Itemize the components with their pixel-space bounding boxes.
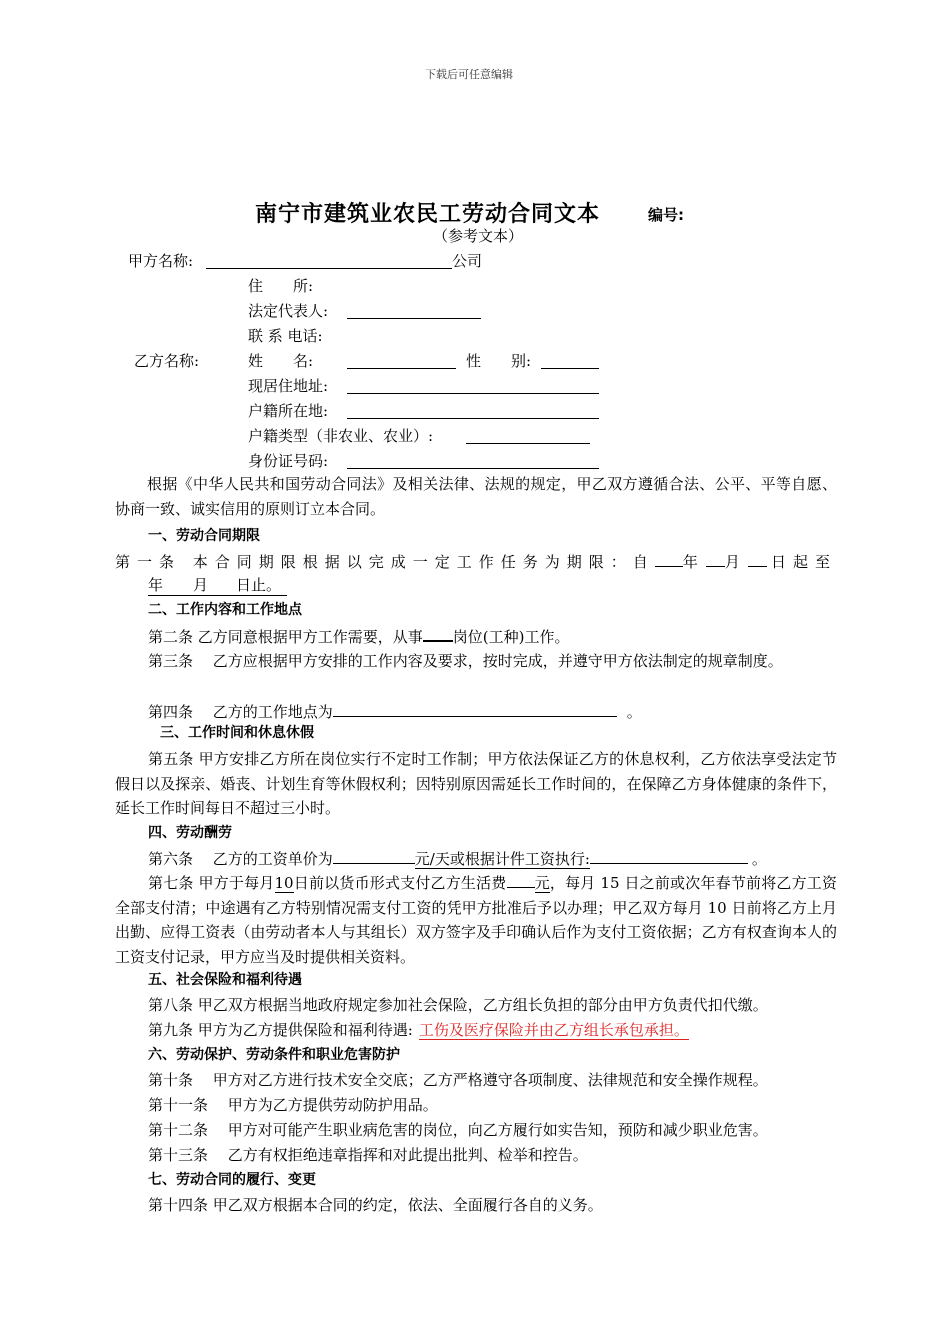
start-month-blank[interactable] <box>706 550 725 567</box>
party-a-phone-label: 联 系 电话: <box>248 327 323 345</box>
start-day-blank[interactable] <box>748 550 767 567</box>
hukou-location-label: 户籍所在地: <box>248 402 329 420</box>
article-7 <box>115 871 837 969</box>
article-8: 第八条 甲乙双方根据当地政府规定参加社会保险，乙方组长负担的部分由甲方负责代扣代缴。 <box>148 996 768 1014</box>
article-14: 第十四条 甲乙双方根据本合同的约定，依法、全面履行各自的义务。 <box>148 1196 603 1214</box>
end-day-label: 日止。 <box>236 576 282 594</box>
section-1-heading: 一、劳动合同期限 <box>148 528 260 544</box>
article-5: 第五条 甲方安排乙方所在岗位实行不定时工作制；甲方依法保证乙方的休息权利，乙方依法享受法定节假日以及探亲、婚丧、计划生育等休假权利；因特别原因需延长工作时间的，在保障乙方身体健康的条件下，延长工作时间每日不超过三小时。 <box>115 750 837 817</box>
article-7-text: 第七条 甲方于每月 <box>148 874 275 892</box>
party-a-legal-rep-label: 法定代表人: <box>248 302 329 320</box>
post-blank[interactable] <box>423 624 453 642</box>
party-a-name-blank[interactable] <box>206 252 452 269</box>
article-7-rest: ，每月 15 日之前或次年春节前将乙方工资全部支付清；中途遇有乙方特别情况需支付工资的凭甲方批准后予以办理；甲乙双方每月 10 日前将乙方上月出勤、应得工资表（由劳动者本人与其组长）双方签字及手印确认后作为支付工资依据；乙方有权查询本人的工资支付记录，甲方应当及时提供相关资料。 <box>115 874 837 966</box>
party-b-name-label: 姓 名: <box>248 352 314 370</box>
section-7-heading: 七、劳动合同的履行、变更 <box>148 1172 316 1188</box>
section-3-heading: 三、工作时间和休息休假 <box>160 725 314 741</box>
page-title: 南宁市建筑业农民工劳动合同文本 <box>255 202 601 227</box>
article-6-mid: 元/天或根据计件工资执行: <box>414 850 590 868</box>
piece-rate-blank[interactable] <box>590 847 748 864</box>
article-4 <box>148 700 642 722</box>
legal-rep-blank[interactable] <box>347 302 481 319</box>
hukou-type-label: 户籍类型（非农业、农业）: <box>248 427 434 445</box>
daily-wage-blank[interactable] <box>333 847 415 864</box>
contract-number-label: 编号: <box>648 206 684 224</box>
end-date-line[interactable] <box>148 575 287 596</box>
living-allowance-blank[interactable] <box>507 871 535 888</box>
article-9 <box>148 1020 689 1040</box>
section-6-heading: 六、劳动保护、劳动条件和职业危害防护 <box>148 1047 400 1063</box>
article-6 <box>148 847 767 869</box>
party-a-address-label: 住 所: <box>248 277 314 295</box>
article-12: 第十二条 甲方对可能产生职业病危害的岗位，向乙方履行如实告知，预防和减少职业危害。 <box>148 1121 768 1139</box>
article-3: 第三条 乙方应根据甲方安排的工作内容及要求，按时完成，并遵守甲方依法制定的规章制度。 <box>148 652 783 670</box>
current-address-blank[interactable] <box>347 377 599 394</box>
article-6-suffix: 。 <box>751 850 767 868</box>
article-4-text: 第四条 乙方的工作地点为 <box>148 703 333 721</box>
section-5-heading: 五、社会保险和福利待遇 <box>148 972 302 988</box>
article-6-text: 第六条 乙方的工资单价为 <box>148 850 333 868</box>
section-4-heading: 四、劳动酬劳 <box>148 825 232 841</box>
article-1-text: 第一条 本合同期限根据以完成一定工作任务为期限：自 <box>115 553 655 571</box>
end-year-label: 年 <box>148 576 164 594</box>
subtitle: （参考文本） <box>433 227 524 245</box>
party-a-label: 甲方名称: <box>128 252 194 270</box>
article-10: 第十条 甲方对乙方进行技术安全交底；乙方严格遵守各项制度、法律规范和安全操作规程。 <box>148 1071 768 1089</box>
article-7-day: 10 <box>274 874 294 892</box>
article-13: 第十三条 乙方有权拒绝违章指挥和对此提出批判、检举和控告。 <box>148 1146 588 1164</box>
section-2-heading: 二、工作内容和工作地点 <box>148 602 302 618</box>
year-label: 年 <box>682 553 698 571</box>
article-2-text: 第二条 乙方同意根据甲方工作需要，从事 <box>148 628 423 646</box>
intro-paragraph: 根据《中华人民共和国劳动合同法》及相关法律、法规的规定，甲乙双方遵循合法、公平、平等自愿、 协商一致、诚实信用的原则订立本合同。 <box>115 475 837 518</box>
header-note: 下载后可任意编辑 <box>425 68 513 81</box>
article-7-mid: 日前以货币形式支付乙方生活费 <box>293 874 507 892</box>
article-7-yuan: 元 <box>534 874 550 892</box>
gender-blank[interactable] <box>541 352 599 369</box>
party-a-suffix: 公司 <box>452 252 483 270</box>
article-2 <box>148 624 570 647</box>
name-blank[interactable] <box>347 352 456 369</box>
month-label: 月 <box>724 553 740 571</box>
party-b-label: 乙方名称: <box>134 352 200 370</box>
day-from-label: 日起至 <box>770 553 837 571</box>
article-1 <box>115 550 837 572</box>
current-address-label: 现居住地址: <box>248 377 329 395</box>
start-year-blank[interactable] <box>655 550 683 567</box>
article-11: 第十一条 甲方为乙方提供劳动防护用品。 <box>148 1096 438 1114</box>
article-9-text: 第九条 甲方为乙方提供保险和福利待遇: <box>148 1021 413 1039</box>
id-number-label: 身份证号码: <box>248 452 329 470</box>
end-month-label: 月 <box>193 576 209 594</box>
article-9-red-text: 工伤及医疗保险并由乙方组长承包承担。 <box>418 1021 689 1039</box>
party-b-gender-label: 性 别: <box>466 352 532 370</box>
article-4-suffix: 。 <box>626 703 642 721</box>
article-2-suffix: 岗位(工种)工作。 <box>452 628 570 646</box>
hukou-type-blank[interactable] <box>466 427 590 444</box>
work-location-blank[interactable] <box>333 700 617 717</box>
id-number-blank[interactable] <box>347 452 599 469</box>
hukou-location-blank[interactable] <box>347 402 599 419</box>
